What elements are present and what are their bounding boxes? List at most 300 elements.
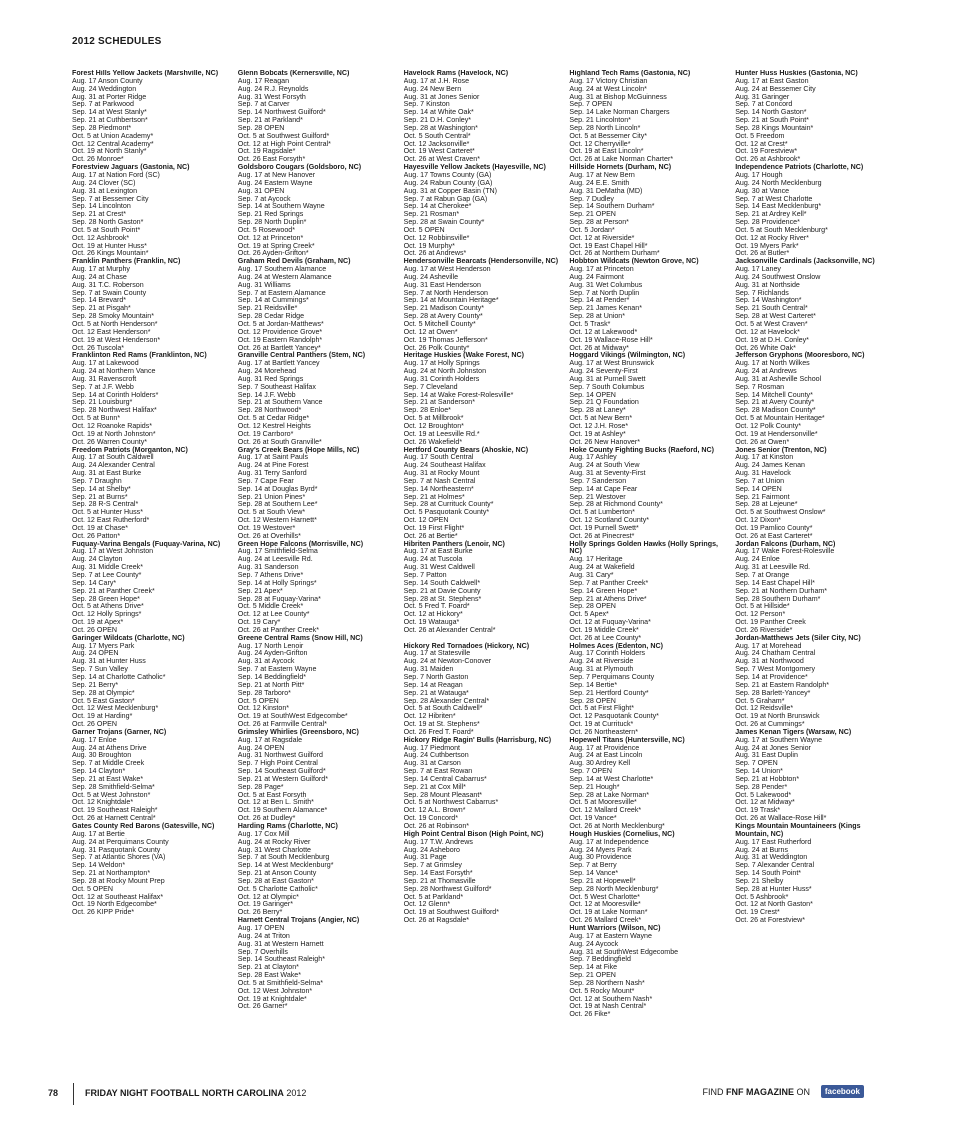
team-name: Jefferson Gryphons (Mooresboro, NC)	[735, 351, 865, 360]
game-line: Sep. 21 at Hopewell*	[569, 876, 636, 885]
game-line: Aug. 24 at Athens Drive	[72, 743, 147, 752]
team-name: Franklin Panthers (Franklin, NC)	[72, 257, 181, 266]
game-line: Aug. 24 at Wakefield	[569, 563, 635, 572]
team-schedule	[569, 258, 726, 352]
game-line: Oct. 12 Robbinsville*	[403, 233, 470, 242]
facebook-logo-icon[interactable]: facebook	[821, 1085, 864, 1098]
team-name: Hickory Ridge Ragin' Bulls (Harrisburg, NC)	[403, 735, 552, 744]
magazine-title	[85, 1088, 306, 1098]
game-line: Oct. 19 at SouthWest Edgecombe*	[237, 712, 348, 721]
game-line: Sep. 7 at Union	[735, 476, 785, 485]
game-line: Sep. 21 Red Springs	[237, 210, 304, 219]
team-name: Hoggard Vikings (Wilmington, NC)	[569, 351, 686, 360]
game-line: Oct. 12 Central Academy*	[72, 139, 154, 148]
game-line: Sep. 21 at Parkland*	[237, 116, 303, 125]
game-line: Sep. 21 at Burns*	[72, 492, 128, 501]
game-line: Aug. 17 at Murphy	[72, 265, 130, 274]
game-line: Aug. 24 at Bessemer City	[735, 84, 816, 93]
game-line: Aug. 31 Page	[403, 853, 447, 862]
game-line: Oct. 26 at Bartlett Yancey*	[237, 343, 321, 352]
game-line: Aug. 17 at West Johnston	[72, 547, 154, 556]
game-line: Sep. 7 Patton	[403, 571, 447, 579]
game-line: Sep. 7 at J.F. Webb	[72, 382, 134, 391]
game-line: Sep. 7 Cape Fear	[237, 476, 294, 485]
game-line: Sep. 28 North Gaston*	[72, 218, 144, 227]
team-name: Forest Hills Yellow Jackets (Marshville, NC)	[72, 70, 219, 77]
game-line: Oct. 26 Fred T. Foard*	[403, 727, 474, 736]
game-line: Oct. 5 Fred T. Foard*	[403, 602, 470, 611]
game-line: Oct. 12 Western Harnett*	[237, 516, 317, 525]
team-name: Gates County Red Barons (Gatesville, NC)	[72, 822, 215, 830]
game-line: Aug. 31 at Northside	[735, 280, 800, 289]
game-line: Sep. 7 at Middle Creek	[72, 759, 145, 768]
game-line: Sep. 28 at East Gaston*	[237, 876, 314, 885]
team-name: Harnett Central Trojans (Angier, NC)	[237, 916, 360, 925]
team-schedule	[404, 164, 561, 258]
game-line: Sep. 21 at Northampton*	[72, 869, 151, 878]
game-line: Oct. 19 East Chapel Hill*	[569, 241, 648, 250]
game-line: Sep. 14 OPEN	[735, 484, 782, 493]
game-line: Sep. 7 at Rabun Gap (GA)	[403, 194, 488, 203]
game-line: Oct. 5 at East Forsyth	[237, 790, 307, 799]
game-line: Sep. 21 at Ardrey Kell*	[735, 210, 807, 219]
game-line: Oct. 26 Kings Mountain*	[72, 249, 149, 258]
game-line: Aug. 17 Cox Mill	[237, 829, 290, 838]
game-line: Aug. 24 at Chase	[72, 272, 127, 281]
team-name: Holly Springs Golden Hawks (Holly Springs, NC)	[569, 539, 718, 556]
game-line: Oct. 26 OPEN	[72, 720, 117, 729]
game-line: Sep. 28 Alexander Central*	[403, 696, 490, 705]
game-line: Oct. 5 at South View*	[237, 508, 306, 517]
game-line: Sep. 21 at Northern Durham*	[735, 586, 828, 595]
game-line: Oct. 26 New Hanover*	[569, 437, 640, 446]
game-line: Sep. 21 at Southern Vance	[237, 398, 323, 407]
game-line: Aug. 31 at Western Harnett	[237, 939, 324, 948]
game-line: Sep. 14 East Mecklenburg*	[735, 202, 822, 211]
team-name: Granville Central Panthers (Stem, NC)	[237, 351, 366, 360]
game-line: Sep. 14 J.F. Webb	[237, 390, 296, 399]
game-line: Oct. 19 at Knightdale*	[237, 994, 307, 1003]
game-line: Sep. 14 at Douglas Byrd*	[237, 484, 318, 493]
game-line: Oct. 5 at West Craven*	[735, 320, 808, 328]
game-line: Oct. 19 Westover*	[237, 523, 296, 532]
game-line: Oct. 12 Roanoke Rapids*	[72, 421, 153, 430]
game-line: Aug. 24 at Andrews	[735, 367, 797, 376]
game-line: Aug. 17 at New Bern	[569, 170, 635, 179]
game-line: Aug. 17 at Holly Springs	[403, 359, 480, 368]
game-line: Aug. 17 Anson County	[72, 76, 143, 85]
game-line: Oct. 19 Concord*	[403, 814, 459, 823]
game-line: Oct. 12 at Southeast Halifax*	[72, 892, 164, 901]
game-line: Oct. 5 Lakewood*	[735, 790, 792, 799]
game-line: Aug. 17 at Eastern Wayne	[569, 931, 652, 940]
game-line: Oct. 19 Thomas Jefferson*	[403, 335, 488, 344]
game-line: Oct. 26 Wakefield*	[403, 437, 463, 446]
game-line: Oct. 26 Patton*	[72, 531, 121, 540]
team-name: Fuquay-Varina Bengals (Fuquay-Varina, NC)	[72, 539, 221, 548]
team-schedule	[569, 925, 726, 1019]
game-line: Sep. 28 at Southern Lee*	[237, 500, 318, 509]
game-line: Aug. 24 Clover (SC)	[72, 178, 136, 187]
game-line: Oct. 12 West Mecklenburg*	[72, 704, 159, 713]
game-line: Oct. 19 at Nash Central*	[569, 1002, 647, 1011]
game-line: Oct. 12 East Henderson*	[72, 327, 151, 336]
game-line: Sep. 21 Hough*	[569, 782, 620, 791]
page-number: 78	[48, 1088, 59, 1098]
game-line: Oct. 19 at Hunter Huss*	[72, 241, 147, 250]
game-line: Aug. 17 South Central	[403, 453, 474, 462]
game-line: Oct. 26 at Owen*	[735, 437, 790, 446]
game-line: Oct. 5 at West Johnston*	[72, 790, 151, 799]
game-line: Aug. 31 at SouthWest Edgecombe	[569, 947, 679, 956]
game-line: Sep. 21 at East Wake*	[72, 774, 144, 783]
game-line: Aug. 31 at Asheville School	[735, 374, 822, 383]
game-line: Oct. 5 at Southwest Guilford*	[237, 131, 330, 140]
game-line: Sep. 28 OPEN	[569, 696, 616, 705]
game-line: Sep. 14 South Point*	[735, 869, 802, 878]
game-line: Aug. 31 at Purnell Swett	[569, 374, 646, 383]
game-line: Oct. 26 Garner*	[237, 1002, 288, 1011]
game-line: Sep. 7 at Aycock	[237, 194, 291, 203]
team-name: Green Hope Falcons (Morrisville, NC)	[237, 539, 364, 548]
game-line: Aug. 17 T.W. Andrews	[403, 837, 473, 846]
game-line: Aug. 31 at Carson	[403, 759, 461, 768]
game-line: Sep. 7 at Atlantic Shores (VA)	[72, 853, 166, 862]
game-line: Oct. 26 at Farmville Central*	[237, 720, 327, 729]
game-line: Aug. 24 at North Johnston	[403, 367, 487, 376]
game-line: Aug. 17 Heritage	[569, 555, 623, 564]
game-line: Aug. 31 at Copper Basin (TN)	[403, 186, 498, 195]
game-line: Oct. 5 at Athens Drive*	[72, 602, 144, 611]
game-line: Sep. 14 North Gaston*	[735, 108, 807, 117]
game-line: Oct. 5 at Smithfield-Selma*	[237, 978, 323, 987]
game-line: Aug. 24 Enloe	[735, 555, 780, 564]
schedule-columns	[72, 70, 892, 1080]
game-line: Oct. 26 Warren County*	[72, 437, 148, 446]
team-name: Gray's Creek Bears (Hope Mills, NC)	[237, 445, 360, 454]
game-line: Aug. 17 at East Gaston	[735, 76, 809, 85]
game-line: Sep. 21 Louisburg*	[72, 398, 133, 407]
game-line: Aug. 24 at Burns	[735, 845, 789, 854]
game-line: Sep. 7 at North Henderson	[403, 288, 488, 297]
team-name: Harding Rams (Charlotte, NC)	[237, 822, 338, 830]
cta-suffix: ON	[793, 1087, 810, 1097]
game-line: Aug. 24 Aycock	[569, 939, 619, 948]
team-name: Hendersonville Bearcats (Hendersonville, NC)	[403, 257, 559, 266]
game-line: Sep. 28 Green Hope*	[72, 594, 140, 603]
magazine-year: 2012	[286, 1088, 307, 1098]
game-line: Aug. 17 at West Henderson	[403, 265, 491, 274]
team-name: Highland Tech Rams (Gastonia, NC)	[569, 70, 691, 77]
game-line: Aug. 17 North Lenoir	[237, 641, 304, 650]
game-line: Sep. 28 North Lincoln*	[569, 123, 641, 132]
game-line: Oct. 5 Middle Creek*	[237, 602, 304, 611]
game-line: Oct. 5 Rocky Mount*	[569, 986, 635, 995]
game-line: Sep. 14 at Cherokee*	[403, 202, 472, 211]
game-line: Sep. 21 Madison County*	[403, 304, 485, 313]
game-line: Sep. 14 Southern Durham*	[569, 202, 655, 211]
game-line: Aug. 24 Weddington	[72, 84, 137, 93]
game-line: Oct. 12 Mallard Creek*	[569, 806, 642, 815]
team-schedule	[72, 635, 229, 729]
game-line: Sep. 14 at Charlotte Catholic*	[72, 672, 166, 681]
game-line: Aug. 24 E.E. Smith	[569, 178, 630, 187]
game-line: Oct. 19 Ragsdale*	[237, 147, 296, 156]
team-name: Hickory Red Tornadoes (Hickory, NC)	[403, 641, 530, 650]
game-line: Sep. 28 Cedar Ridge	[237, 312, 305, 321]
game-line: Aug. 24 Seventy-First	[569, 367, 638, 376]
game-line: Aug. 31 at Jones Senior	[403, 92, 480, 101]
game-line: Sep. 7 at Parkwood	[72, 100, 134, 109]
game-line: Aug. 17 Piedmont	[403, 743, 460, 752]
game-line: Aug. 30 at Vance	[735, 186, 790, 195]
game-line: Oct. 19 Southeast Raleigh*	[72, 806, 158, 815]
game-line: Sep. 14 Northwest Guilford*	[237, 108, 326, 117]
team-schedule	[404, 352, 561, 446]
game-line: Oct. 12 at Owen*	[403, 327, 458, 336]
game-line: Oct. 26 East Forsyth*	[237, 155, 306, 164]
game-line: Oct. 26 Ayden-Grifton*	[237, 249, 309, 258]
game-line: Oct. 12 Cherryville*	[569, 139, 631, 148]
game-line: Sep. 14 at Pender*	[569, 296, 630, 305]
game-line: Oct. 12 Scotland County*	[569, 516, 650, 525]
game-line: Aug. 24 Ayden-Grifton	[237, 649, 308, 658]
game-line: Oct. 19 Forestview*	[735, 147, 798, 156]
game-line: Sep. 21 at Panther Creek*	[72, 586, 155, 595]
game-line: Sep. 7 OPEN	[735, 759, 778, 768]
game-line: Oct. 5 at Mooresville*	[569, 798, 637, 807]
game-line: Oct. 26 at Lake Norman Charter*	[569, 155, 674, 164]
game-line: Sep. 21 Shelby	[735, 876, 784, 885]
game-line: Sep. 14 Lake Norman Chargers	[569, 108, 670, 117]
game-line: Sep. 7 at South Mecklenburg	[237, 853, 330, 862]
game-line: Oct. 19 at Lake Norman*	[569, 908, 648, 917]
game-line: Oct. 5 OPEN	[403, 225, 445, 234]
game-line: Sep. 28 at Person*	[569, 218, 629, 227]
game-line: Oct. 12 Jacksonville*	[403, 139, 470, 148]
team-schedule	[735, 164, 892, 258]
game-line: Sep. 7 at Eastern Alamance	[237, 288, 326, 297]
team-schedule	[735, 70, 892, 164]
game-line: Oct. 19 Murphy*	[403, 241, 455, 250]
game-line: Aug. 24 Asheville	[403, 272, 459, 281]
game-line: Oct. 26 KIPP Pride*	[72, 908, 135, 917]
game-line: Oct. 12 Hibriten*	[403, 712, 456, 721]
game-line: Aug. 17 at Southern Wayne	[735, 735, 823, 744]
game-line: Sep. 7 Overhills	[237, 947, 288, 956]
game-line: Sep. 7 at Eastern Wayne	[237, 665, 317, 674]
game-line: Sep. 14 Brevard*	[72, 296, 127, 305]
game-line: Aug. 24 at Triton	[237, 931, 290, 940]
game-line: Sep. 28 at Union*	[569, 312, 625, 321]
game-line: Sep. 21 at Pisgah*	[72, 304, 131, 313]
game-line: Oct. 19 at Harding*	[72, 712, 133, 721]
game-line: Sep. 21 at Holmes*	[403, 492, 465, 501]
game-line: Sep. 21 Union Pines*	[237, 492, 306, 501]
game-line: Oct. 12 Broughton*	[403, 421, 464, 430]
team-name: High Point Central Bison (High Point, NC)	[403, 829, 544, 838]
game-line: Aug. 17 at J.H. Rose	[403, 76, 470, 85]
game-line: Aug. 24 at East Lincoln	[569, 751, 643, 760]
game-line: Aug. 17 at Princeton	[569, 265, 634, 274]
game-line: Oct. 19 Cary*	[237, 618, 281, 627]
game-line: Sep. 21 OPEN	[569, 210, 616, 219]
game-line: Sep. 14 South Caldwell*	[403, 578, 481, 587]
team-name: Goldsboro Cougars (Goldsboro, NC)	[237, 163, 362, 172]
game-line: Oct. 5 Jordan*	[569, 225, 615, 234]
team-name: Graham Red Devils (Graham, NC)	[237, 257, 351, 266]
game-line: Oct. 19 at North Stanly*	[72, 147, 147, 156]
game-line: Aug. 31 West Forsyth	[237, 92, 306, 101]
team-name: Hibriten Panthers (Lenoir, NC)	[403, 539, 505, 548]
team-schedule	[238, 729, 395, 823]
game-line: Sep. 21 Q Foundation	[569, 398, 639, 407]
team-schedule	[735, 447, 892, 541]
game-line: Sep. 21 Apex*	[237, 586, 283, 595]
game-line: Aug. 24 Eastern Wayne	[237, 178, 313, 187]
game-line: Oct. 5 Ashbrook*	[735, 892, 789, 901]
game-line: Oct. 12 at Mooresville*	[569, 900, 641, 909]
game-line: Oct. 19 West Carteret*	[403, 147, 475, 156]
magazine-title-bold: FRIDAY NIGHT FOOTBALL NORTH CAROLINA	[85, 1088, 284, 1098]
game-line: Oct. 26 Monroe*	[72, 155, 124, 164]
game-line: Aug. 31 at Porter Ridge	[72, 92, 147, 101]
game-line: Aug. 17 Corinth Holders	[569, 649, 646, 658]
game-line: Oct. 5 at New Bern*	[569, 414, 633, 423]
game-line: Oct. 26 at Bertie*	[403, 531, 458, 540]
game-line: Oct. 26 at Pinecrest*	[569, 531, 635, 540]
team-schedule	[569, 737, 726, 831]
game-line: Sep. 14 Southeast Guilford*	[237, 767, 326, 776]
team-name: Kings Mountain Mountaineers (Kings Mountain, NC)	[735, 822, 861, 838]
game-line: Oct. 19 at Spring Creek*	[237, 241, 315, 250]
game-line: Sep. 14 Washington*	[735, 296, 802, 305]
game-line: Sep. 28 at St. Stephens*	[403, 594, 482, 603]
game-line: Oct. 5 OPEN	[237, 696, 279, 705]
game-line: Oct. 12 at Riverside*	[569, 233, 635, 242]
game-line: Oct. 5 at Parkland*	[403, 892, 464, 901]
game-line: Sep. 28 OPEN	[569, 602, 616, 611]
schedule-column	[404, 70, 561, 1080]
game-line: Aug. 24 at West Lincoln*	[569, 84, 647, 93]
game-line: Sep. 21 at Eastern Randolph*	[735, 680, 830, 689]
game-line: Sep. 14 Cary*	[72, 578, 117, 587]
game-line: Sep. 7 at West Charlotte	[735, 194, 813, 203]
team-name: Heritage Huskies (Wake Forest, NC)	[403, 351, 524, 360]
game-line: Sep. 14 Beddingfield*	[237, 672, 307, 681]
game-line: Aug. 17 at East Burke	[403, 547, 473, 556]
team-schedule	[404, 831, 561, 925]
game-line: Sep. 7 North Gaston	[403, 672, 469, 681]
team-name: Havelock Rams (Havelock, NC)	[403, 70, 509, 77]
game-line: Sep. 14 at Cape Fear	[569, 484, 638, 493]
team-schedule	[735, 823, 892, 925]
game-line: Oct. 26 at Harnett Central*	[72, 814, 156, 823]
team-schedule	[72, 70, 229, 164]
game-line: Oct. 19 Southern Alamance*	[237, 806, 328, 815]
team-name: James Kenan Tigers (Warsaw, NC)	[735, 727, 852, 736]
team-schedule	[404, 737, 561, 831]
game-line: Sep. 14 Northeastern*	[403, 484, 474, 493]
game-line: Sep. 14 East Forsyth*	[403, 869, 473, 878]
game-line: Oct. 26 at Butler*	[735, 249, 790, 258]
game-line: Oct. 5 at Lumberton*	[569, 508, 635, 517]
game-line: Aug. 17 Ashley	[569, 453, 617, 462]
game-line: Aug. 17 at Lakewood	[72, 359, 139, 368]
game-line: Aug. 31 at Rocky Mount	[403, 469, 480, 478]
team-schedule	[404, 70, 561, 164]
game-line: Oct. 26 Northeastern*	[569, 727, 638, 736]
game-line: Sep. 14 Union*	[735, 767, 783, 776]
game-line: Sep. 21 Westover	[569, 492, 626, 501]
game-line: Sep. 7 Sun Valley	[72, 665, 128, 674]
game-line: Sep. 14 Lincolnton	[72, 202, 131, 211]
game-line: Sep. 21 South Central*	[735, 304, 808, 313]
game-line: Oct. 26 at Cummings*	[735, 720, 805, 729]
game-line: Sep. 7 at Bessemer City	[72, 194, 149, 203]
game-line: Sep. 28 Piedmont*	[72, 123, 132, 132]
game-line: Oct. 19 at Chase*	[72, 523, 128, 532]
game-line: Aug. 31 Williams	[237, 280, 291, 289]
game-line: Oct. 26 Riverside*	[735, 625, 793, 634]
game-line: Sep. 7 High Point Central	[237, 759, 318, 768]
facebook-cta[interactable]	[702, 1087, 810, 1097]
game-line: Aug. 31 Red Springs	[237, 374, 304, 383]
game-line: Oct. 12 at Fuquay-Varina*	[569, 618, 651, 627]
game-line: Sep. 7 Kinston	[403, 100, 450, 109]
game-line: Sep. 28 at Lejeune*	[735, 500, 798, 509]
game-line: Aug. 24 Rabun County (GA)	[403, 178, 493, 187]
game-line: Sep. 28 Smoky Mountain*	[72, 312, 155, 321]
game-line: Sep. 7 at Berry	[569, 861, 617, 870]
team-name: Glenn Bobcats (Kernersville, NC)	[237, 70, 350, 77]
team-name: Hayesville Yellow Jackets (Hayesville, NC)	[403, 163, 546, 172]
game-line: Oct. 26 Tuscola*	[72, 343, 125, 352]
game-line: Oct. 26 Berry*	[237, 908, 283, 917]
game-line: Sep. 14 at Mountain Heritage*	[403, 296, 499, 305]
game-line: Sep. 21 at North Pitt*	[237, 680, 305, 689]
team-schedule	[569, 352, 726, 446]
game-line: Sep. 14 Southeast Raleigh*	[237, 955, 325, 964]
game-line: Sep. 28 Northern Nash*	[569, 978, 645, 987]
game-line: Aug. 17 Southern Alamance	[237, 265, 327, 274]
game-line: Sep. 14 at Fike	[569, 963, 618, 972]
game-line: Sep. 21 at Anson County	[237, 869, 317, 878]
game-line: Sep. 14 at White Oak*	[403, 108, 474, 117]
game-line: Sep. 28 at Washington*	[403, 123, 478, 132]
team-schedule	[238, 447, 395, 541]
game-line: Oct. 26 at North Mecklenburg*	[569, 822, 665, 830]
game-line: Aug. 17 Laney	[735, 265, 781, 274]
game-line: Oct. 26 OPEN	[72, 625, 117, 634]
game-line: Sep. 21 at Watauga*	[403, 688, 469, 697]
game-line: Oct. 12 Polk County*	[735, 421, 802, 430]
game-line: Oct. 12 East Rutherford*	[72, 516, 150, 525]
game-line: Oct. 19 Crest*	[735, 908, 780, 917]
game-line: Oct. 19 Wallace-Rose Hill*	[569, 335, 653, 344]
game-line: Sep. 21 Berry*	[72, 680, 119, 689]
game-line: Sep. 28 at Rocky Mount Prep	[72, 876, 165, 885]
game-line: Oct. 5 at Mountain Heritage*	[735, 414, 825, 423]
game-line: Sep. 21 at Cuthbertson*	[72, 116, 148, 125]
game-line: Sep. 21 at Clayton*	[237, 963, 299, 972]
game-line: Oct. 19 First Flight*	[403, 523, 465, 532]
team-name: Hunter Huss Huskies (Gastonia, NC)	[735, 70, 858, 77]
game-line: Oct. 26 at East Carteret*	[735, 531, 813, 540]
game-line: Sep. 7 at Concord	[735, 100, 793, 109]
game-line: Oct. 5 at Cedar Ridge*	[237, 414, 310, 423]
game-line: Sep. 14 Weldon*	[72, 861, 126, 870]
